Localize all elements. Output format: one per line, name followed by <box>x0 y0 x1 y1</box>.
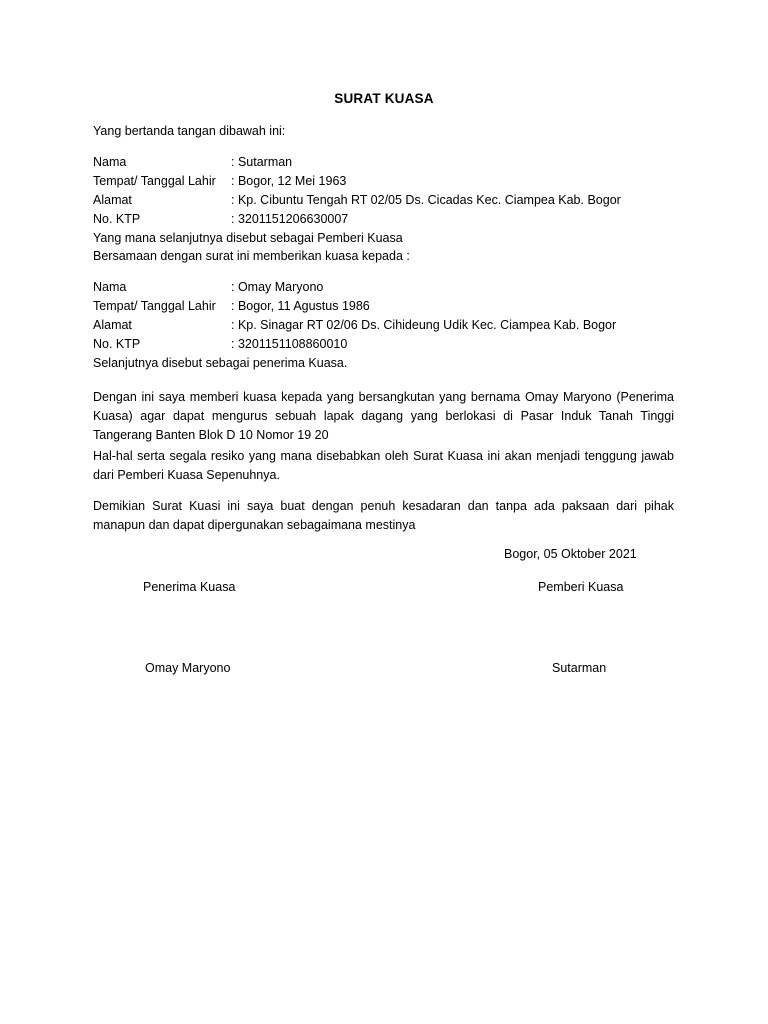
penerima-ktp-value: : 3201151108860010 <box>231 337 348 351</box>
pemberi-signatory-name: Sutarman <box>552 661 607 675</box>
body-paragraph: Dengan ini saya memberi kuasa kepada yang bersangkutan yang bernama Omay Maryono (Penerima Kuasa) agar dapat mengurus sebuah lapak dagang yang berlokasi di Pasar Induk Tanah Tinggi Tangerang Banten Blok D 10 Nomor 19 20 <box>93 390 674 442</box>
place-date: Bogor, 05 Oktober 2021 <box>504 547 637 561</box>
pemberi-note: Yang mana selanjutnya disebut sebagai Pemberi Kuasa <box>93 231 403 245</box>
pemberi-nama-value: : Sutarman <box>231 155 293 169</box>
penerima-note: Selanjutnya disebut sebagai penerima Kuasa. <box>93 356 348 370</box>
penerima-ktp-label: No. KTP <box>93 337 141 351</box>
pemberi-ttl-value: : Bogor, 12 Mei 1963 <box>231 174 347 188</box>
pemberi-ktp-label: No. KTP <box>93 212 141 226</box>
pemberi-ttl-label: Tempat/ Tanggal Lahir <box>93 174 216 188</box>
penerima-alamat-label: Alamat <box>93 318 132 332</box>
risk-paragraph: Hal-hal serta segala resiko yang mana disebabkan oleh Surat Kuasa ini akan menjadi tenggung jawab dari Pemberi Kuasa Sepenuhnya. <box>93 449 674 482</box>
pemberi-alamat-label: Alamat <box>93 193 132 207</box>
pemberi-alamat-value: : Kp. Cibuntu Tengah RT 02/05 Ds. Cicadas Kec. Ciampea Kab. Bogor <box>231 193 621 207</box>
closing-paragraph: Demikian Surat Kuasi ini saya buat dengan penuh kesadaran dan tanpa ada paksaan dari pihak manapun dan dapat dipergunakan sebagaimana mestinya <box>93 499 674 532</box>
pemberi-ktp-value: : 3201151206630007 <box>231 212 349 226</box>
penerima-nama-value: : Omay Maryono <box>231 280 324 294</box>
transition-text: Bersamaan dengan surat ini memberikan kuasa kepada : <box>93 249 410 263</box>
penerima-ttl-label: Tempat/ Tanggal Lahir <box>93 299 216 313</box>
penerima-ttl-value: : Bogor, 11 Agustus 1986 <box>231 299 370 313</box>
pemberi-nama-label: Nama <box>93 155 127 169</box>
document-title: SURAT KUASA <box>334 91 434 106</box>
penerima-role-label: Penerima Kuasa <box>143 580 236 594</box>
intro-text: Yang bertanda tangan dibawah ini: <box>93 124 286 138</box>
penerima-signatory-name: Omay Maryono <box>145 661 231 675</box>
pemberi-role-label: Pemberi Kuasa <box>538 580 624 594</box>
penerima-alamat-value: : Kp. Sinagar RT 02/06 Ds. Cihideung Udik Kec. Ciampea Kab. Bogor <box>231 318 617 332</box>
penerima-nama-label: Nama <box>93 280 127 294</box>
